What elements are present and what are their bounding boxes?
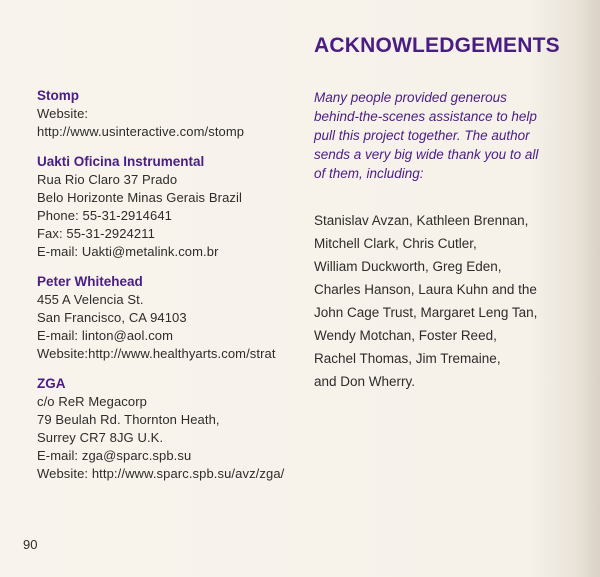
contact-line: 79 Beulah Rd. Thornton Heath, — [37, 412, 220, 427]
names-line: Charles Hanson, Laura Kuhn and the — [314, 282, 537, 297]
contact-line: San Francisco, CA 94103 — [37, 310, 187, 325]
contact-phone: Phone: 55-31-2914641 — [37, 208, 173, 223]
contact-email[interactable]: E-mail: Uakti@metalink.com.br — [37, 244, 219, 259]
intro-line: behind-the-scenes assistance to help — [314, 109, 537, 124]
contact-name: Stomp — [37, 88, 79, 103]
contact-name: Peter Whitehead — [37, 274, 143, 289]
contact-line: Rua Rio Claro 37 Prado — [37, 172, 178, 187]
intro-line: pull this project together. The author — [314, 128, 530, 143]
contact-name: ZGA — [37, 376, 66, 391]
contact-entry-uakti — [37, 153, 307, 261]
contact-line: 455 A Velencia St. — [37, 292, 144, 307]
page-number: 90 — [23, 537, 38, 552]
acknowledged-names — [314, 209, 574, 393]
names-line: Rachel Thomas, Jim Tremaine, — [314, 351, 501, 366]
contact-line: c/o ReR Megacorp — [37, 394, 147, 409]
intro-paragraph — [314, 88, 574, 183]
contact-email[interactable]: E-mail: zga@sparc.spb.su — [37, 448, 192, 463]
names-line: William Duckworth, Greg Eden, — [314, 259, 502, 274]
contact-name: Uakti Oficina Instrumental — [37, 154, 205, 169]
contact-entry-peter-whitehead — [37, 273, 307, 363]
contact-entry-zga — [37, 375, 307, 483]
names-line: Mitchell Clark, Chris Cutler, — [314, 236, 477, 251]
intro-line: Many people provided generous — [314, 90, 507, 105]
contact-line: Surrey CR7 8JG U.K. — [37, 430, 164, 445]
intro-line: of them, including: — [314, 166, 424, 181]
contact-website[interactable]: http://www.usinteractive.com/stomp — [37, 124, 245, 139]
names-line: and Don Wherry. — [314, 374, 416, 389]
contact-website[interactable]: Website:http://www.healthyarts.com/strat — [37, 346, 276, 361]
contact-entry-stomp — [37, 87, 307, 141]
names-line: John Cage Trust, Margaret Leng Tan, — [314, 305, 538, 320]
contact-website[interactable]: Website: http://www.sparc.spb.su/avz/zga/ — [37, 466, 285, 481]
contact-fax: Fax: 55-31-2924211 — [37, 226, 155, 241]
names-line: Stanislav Avzan, Kathleen Brennan, — [314, 213, 529, 228]
page-title: ACKNOWLEDGEMENTS — [314, 34, 560, 57]
intro-line: sends a very big wide thank you to all — [314, 147, 539, 162]
contact-line: Website: — [37, 106, 89, 121]
contact-list — [37, 87, 307, 495]
contact-email[interactable]: E-mail: linton@aol.com — [37, 328, 174, 343]
contact-line: Belo Horizonte Minas Gerais Brazil — [37, 190, 242, 205]
names-line: Wendy Motchan, Foster Reed, — [314, 328, 497, 343]
